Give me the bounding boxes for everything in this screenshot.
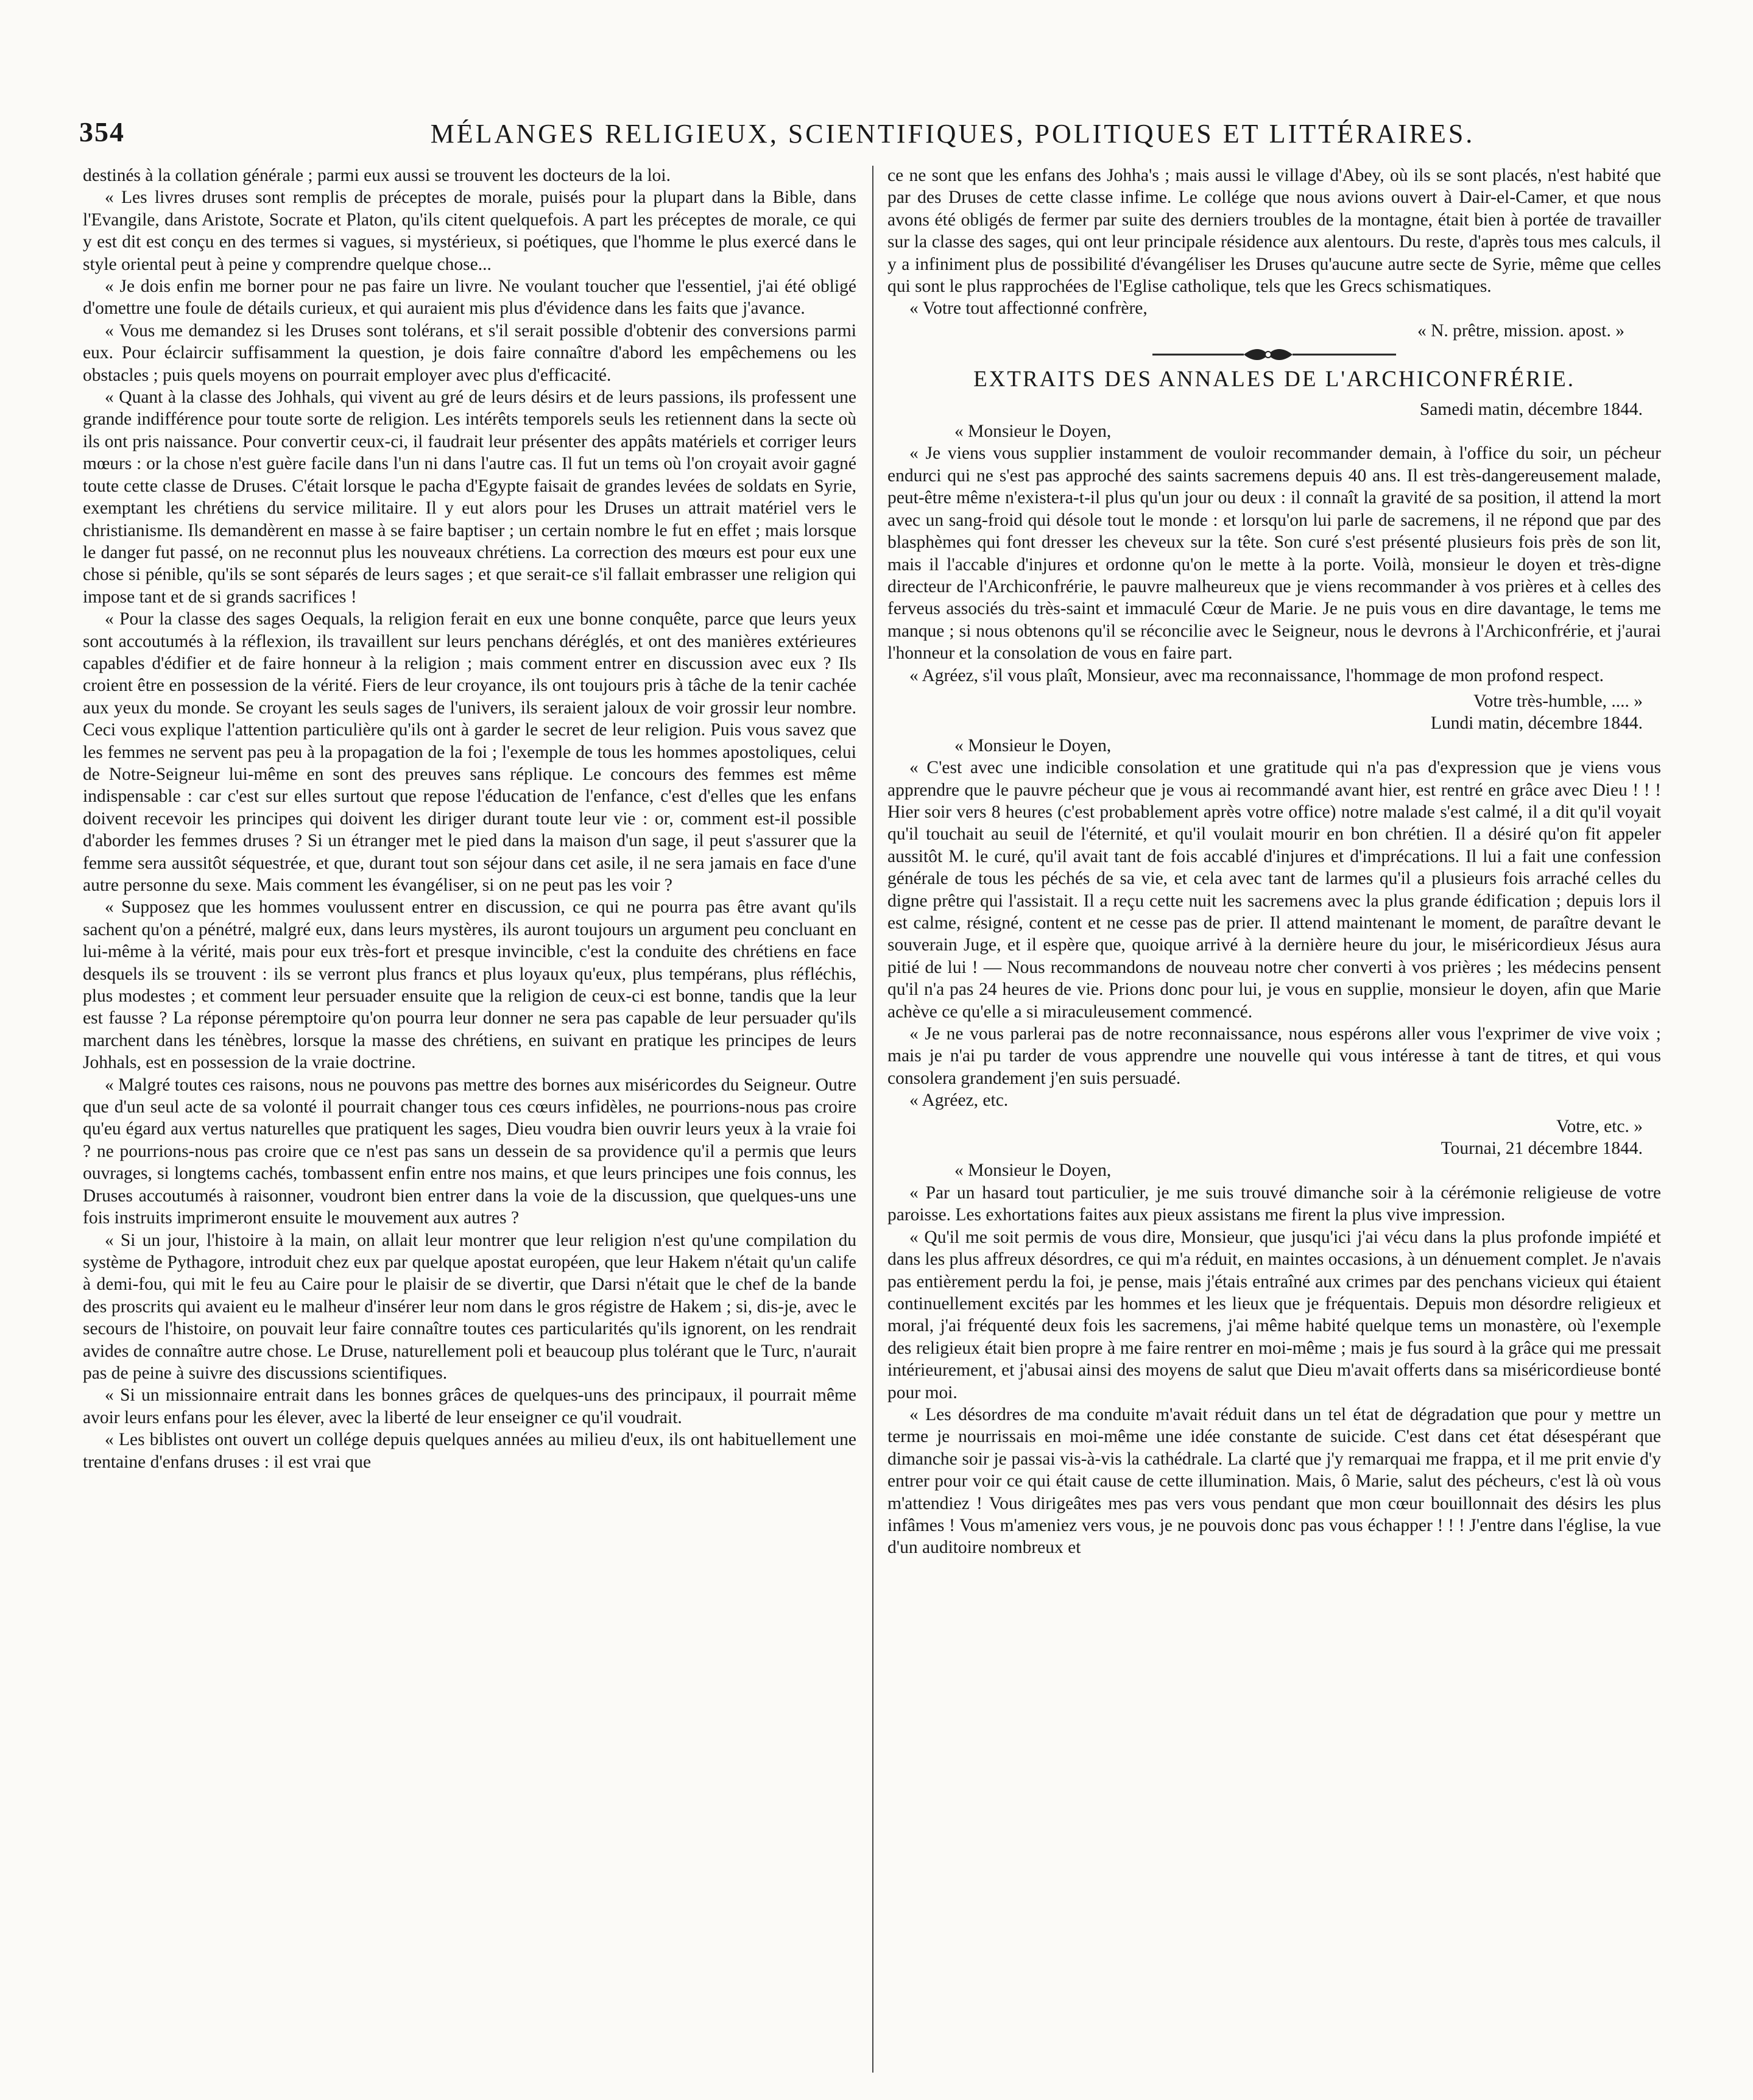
paragraph: « Si un missionnaire entrait dans les bonnes grâces de quelques-uns des principaux, il pourrait même avoir leurs enfans pour les élever, avec la liberté de leur enseigner ce qu'il voudrait. xyxy=(83,1385,856,1427)
paragraph: « Les biblistes ont ouvert un collége depuis quelques années au milieu d'eux, ils ont habituellement une trentaine d'enfans druses : il est vrai que xyxy=(83,1430,856,1472)
paragraph: « Supposez que les hommes voulussent entrer en discussion, ce qui ne pourra pas être avant qu'ils sachent qu'on a pénétré, malgré eux, dans leurs mystères, ils auront toujours un argument peu concluant en lui-même à la vérité, mais pour eux très-fort et presque invincible, c'est la conduite des chrétiens en face desquels ils se trouvent : ils se verront plus francs et plus loyaux qu'eux, plus tempérans, plus réfléchis, plus modestes ; et comment leur persuader ensuite que la religion de ceux-ci est bonne, tandis que la leur est fausse ? La réponse péremptoire qu'on pourra leur donner ne sera pas capable de leur persuader qu'ils marchent dans les ténèbres, lorsque la masse des chrétiens, en suivant en pratique les principes de leurs Johhals, est en possession de la vraie doctrine. xyxy=(83,897,856,1073)
left-column xyxy=(83,164,856,2077)
ornamental-rule-icon xyxy=(887,345,1661,366)
right-column xyxy=(887,164,1661,2077)
letter-salutation: « Monsieur le Doyen, xyxy=(954,735,1112,755)
letter xyxy=(887,1137,1661,1559)
letter xyxy=(887,398,1661,713)
paragraph: « Qu'il me soit permis de vous dire, Monsieur, que jusqu'ici j'ai vécu dans la plus profonde impiété et dans les plus affreux désordres, ce qui m'a réduit, en maintes occasions, à un dénuement complet. Je n'avais pas entièrement perdu la foi, je pense, mais j'étais entraîné aux crimes par des penchans vicieux qui étaient continuellement excités par les hommes et les lieux que je fréquentais. Depuis mon désordre religieux et moral, j'ai fréquenté deux fois les sacremens, j'ai même habité quelque tems un monastère, où l'exemple des religieux était bien propre à me faire rentrer en moi-même ; mais je fus sourd à la grâce qui me pressait intérieurement, et j'abusai ainsi des moyens de salut que Dieu m'avait offerts dans sa miséricordieuse bonté pour moi. xyxy=(887,1227,1661,1402)
letter-signature: Votre très-humble, .... » xyxy=(1473,691,1643,711)
paragraph: « Pour la classe des sages Oequals, la religion ferait en eux une bonne conquête, parce que leurs yeux sont accoutumés à la réflexion, ils travaillent sur leurs penchans déréglés, et ont des manières extérieures capables d'édifier et de faire honneur à la religion ; mais comment entrer en discussion avec eux ? Ils croient être en possession de la vérité. Fiers de leur croyance, ils ont toujours pris à tâche de la tenir cachée aux yeux du monde. Se croyant les seuls sages de l'univers, ils seraient jaloux de voir grossir leur nombre. Ceci vous explique l'attention particulière qu'ils ont à garder le secret de leur religion. Puis vous savez que les femmes ne servent pas peu à la propagation de la foi ; l'exemple de tous les hommes apostoliques, celui de Notre-Seigneur lui-même en sont des preuves sans réplique. Le concours des femmes est même indispensable : car c'est sur elles surtout que repose l'éducation de l'enfance, c'est d'elles que les enfans doivent recevoir les principes qui doivent les diriger durant toute leur vie : or, comment est-il possible d'aborder les femmes druses ? Si un étranger met le pied dans la maison d'un sage, il peut s'assurer que la femme sera aussitôt séquestrée, et que, durant tout son séjour dans cet asile, il ne sera jamais en face d'une autre personne du sexe. Mais comment les évangéliser, si on ne peut pas les voir ? xyxy=(83,609,856,895)
paragraph: « Votre tout affectionné confrère, xyxy=(909,299,1148,319)
letter-date: Tournai, 21 décembre 1844. xyxy=(1441,1139,1643,1159)
paragraph: « Je viens vous supplier instamment de vouloir recommander demain, à l'office du soir, un pécheur endurci qui ne s'est pas approché des saints sacremens depuis 40 ans. Il est très-dangereusement malade, peut-être même n'existera-t-il plus qu'un jour ou deux : il connaît la gravité de sa position, il attend la mort avec un sang-froid qui désole tout le monde : et lorsqu'on lui parle de sacremens, il ne répond que par des blasphèmes qui font dresser les cheveux sur la tête. Son curé s'est présenté plusieurs fois près de son lit, mais il l'accable d'injures et ordonne qu'on le mette à la porte. Voilà, monsieur le doyen et très-digne directeur de l'Archiconfrérie, le pauvre malheureux que je viens recommander à vos prières et à celles des ferveus associés du très-saint et immaculé Cœur de Marie. Je ne puis vous en dire davantage, le tems me manque ; si nous obtenons qu'il se réconcilie avec le Seigneur, nous le devrons à l'Archiconfrérie, et j'aurai l'honneur et la consolation de vous en faire part. xyxy=(887,444,1661,663)
running-title: MÉLANGES RELIGIEUX, SCIENTIFIQUES, POLITIQUES ET LITTÉRAIRES. xyxy=(430,119,1475,149)
column-divider xyxy=(872,166,873,2073)
paragraph: « Les désordres de ma conduite m'avait réduit dans un tel état de dégradation que pour y mettre un terme je nourrissais en moi-même une idée constante de suicide. C'est dans cet état désespérant que dimanche soir je passai vis-à-vis la cathédrale. La clarté que j'y remarquai me frappa, et il me prit envie d'y entrer pour voir ce qui était cause de cette illumination. Mais, ô Marie, salut des pécheurs, c'est là où vous m'attendiez ! Vous dirigeâtes mes pas vers vous pendant que mon cœur bouillonnait des désirs les plus infâmes ! Vous m'ameniez vers vous, je ne pouvois donc pas vous échapper ! ! ! J'entre dans l'église, la vue d'un auditoire nombreux et xyxy=(887,1404,1661,1558)
page-number: 354 xyxy=(79,116,125,147)
paragraph: « Si un jour, l'histoire à la main, on allait leur montrer que leur religion n'est qu'une compilation du système de Pythagore, introduit chez eux par quelque apostat européen, que leur Hakem n'était qu'un calife à demi-fou, qui mit le feu au Caire pour le plaisir de se divertir, que Darsi n'était que le chef de la bande des proscrits qui avaient eu le malheur d'insérer leur nom dans le gros régistre de Hakem ; si, dis-je, avec le secours de l'histoire, on pouvait leur faire connaître toutes ces particularités qu'ils ignorent, on les rendrait avides de connaître autre chose. Le Druse, naturellement poli et beaucoup plus tolérant que le Turc, n'aurait pas de peine à suivre des discussions scientifiques. xyxy=(83,1230,856,1383)
paragraph: « Quant à la classe des Johhals, qui vivent au gré de leurs désirs et de leurs passions, ils professent une grande indifférence pour toute sorte de religion. Les intérêts temporels seuls les retiennent dans la secte où ils ont pris naissance. Pour convertir ceux-ci, il faudrait leur présenter des appâts matériels et corriger leurs mœurs : or la chose n'est guère facile dans l'un ni dans l'autre cas. Il fut un tems où l'on croyait avoir gagné toute cette classe de Druses. C'était lorsque le pacha d'Egypte faisait de grandes levées de soldats en Syrie, exemptant les chrétiens du service militaire. Il y eut alors pour les Druses un attrait matériel vers le christianisme. Ils demandèrent en masse à se faire baptiser ; un certain nombre le fut en effet ; mais lorsque le danger fut passé, on ne reconnut plus les nouveaux chrétiens. La correction des mœurs est pour eux une chose si pénible, qu'ils se sont séparés de leurs sages ; et que serait-ce s'il fallait embrasser une religion qui impose tant et de si grands sacrifices ! xyxy=(83,387,856,607)
paragraph: « Par un hasard tout particulier, je me suis trouvé dimanche soir à la cérémonie religieuse de votre paroisse. Les exhortations faites aux pieux assistans me firent la plus vive impression. xyxy=(887,1183,1661,1225)
letter-date: Samedi matin, décembre 1844. xyxy=(1419,399,1643,419)
paragraph: « Agréez, s'il vous plaît, Monsieur, avec ma reconnaissance, l'hommage de mon profond respect. xyxy=(909,665,1604,685)
letter-date: Lundi matin, décembre 1844. xyxy=(1430,713,1643,734)
letter-salutation: « Monsieur le Doyen, xyxy=(954,1161,1112,1181)
paragraph: « C'est avec une indicible consolation et une gratitude qui n'a pas d'expression que je viens vous apprendre que le pauvre pécheur que je vous ai recommandé avant hier, est rentré en grâce avec Dieu ! ! ! Hier soir vers 8 heures (c'est probablement après votre office) notre malade s'est calmé, il a dit qu'il voyait qu'il touchait au seuil de l'éternité, et qu'il voulait mourir en bon chrétien. Il a désiré qu'on fit appeler aussitôt M. le curé, qu'il avait tant de fois accablé d'injures et d'imprécations. Il lui a fait une confession générale de tous les péchés de sa vie, et cela avec tant de larmes qu'il a plusieurs fois arraché celles du digne prêtre qui l'assistait. Il a reçu cette nuit les sacremens avec la plus grande édification ; depuis lors il est calme, résigné, content et ne cesse pas de prier. Il attend maintenant le moment, de paraître devant le souverain Juge, et il espère que, quoique arrivé à la dernière heure du jour, le miséricordieux Jésus aura pitié de lui ! — Nous recommandons de nouveau notre cher converti à vos prières ; les médecins pensent qu'il n'a pas 24 heures de vie. Prions donc pour lui, je vous en supplie, monsieur le doyen, afin que Marie achève ce qu'elle a si miraculeusement commencé. xyxy=(887,758,1661,1022)
section-heading: EXTRAITS DES ANNALES DE L'ARCHICONFRÉRIE. xyxy=(973,367,1575,392)
paragraph: « Malgré toutes ces raisons, nous ne pouvons pas mettre des bornes aux miséricordes du Seigneur. Outre que d'un seul acte de sa volonté il pourrait changer tous ces cœurs infidèles, ne pourrions-nous pas croire qu'eu égard aux vertus naturelles que pratiquent les sages, Dieu voudra bien ouvrir leurs yeux à la vraie foi ? ne pourrions-nous pas croire que ce n'est pas sans un dessein de sa providence qu'il a permis que leurs ouvrages, si longtems cachés, tombassent enfin entre nos mains, et que leurs principes une fois connus, les Druses accoutumés à raisonner, voudront bien entrer dans la voie de la discussion, que quelques-uns une fois instruits imprimeront ensuite le mouvement aux autres ? xyxy=(83,1075,856,1228)
paragraph: « Je dois enfin me borner pour ne pas faire un livre. Ne voulant toucher que l'essentiel, j'ai été obligé d'omettre une foule de détails curieux, et qui auraient mis plus d'évidence dans les faits que j'avance. xyxy=(83,277,856,319)
paragraph: « Les livres druses sont remplis de préceptes de morale, puisés pour la plupart dans la Bible, dans l'Evangile, dans Aristote, Socrate et Platon, qu'ils citent quelquefois. A part les préceptes de morale, ce qui y est dit est conçu en des termes si vagues, si mystérieux, si poétiques, que l'homme le plus exercé dans le style oriental peut à peine y comprendre quelque chose... xyxy=(83,188,856,274)
letter-signature: Votre, etc. » xyxy=(1556,1116,1643,1136)
paragraph: « Agréez, etc. xyxy=(909,1091,1009,1111)
paragraph: « Vous me demandez si les Druses sont tolérans, et s'il serait possible d'obtenir des conversions parmi eux. Pour éclaircir suffisamment la question, je dois faire connaître d'abord les empêchemens ou les obstacles ; puis quels moyens on pourrait employer avec plus d'efficacité. xyxy=(83,320,856,385)
letter xyxy=(887,712,1661,1137)
page-header xyxy=(79,116,1674,158)
letter-salutation: « Monsieur le Doyen, xyxy=(954,422,1112,442)
paragraph: ce ne sont que les enfans des Johha's ; mais aussi le village d'Abey, où ils se sont placés, n'est habité que par des Druses de cette classe infime. Le collége que nous avions ouvert à Dair-el-Camer, et que nous avons été obligés de fermer par suite des derniers troubles de la montagne, était bien à portée de travailler sur la classe des sages, qui ont leur principale résidence aux alentours. Du reste, d'après tous mes calculs, il y a infiniment plus de possibilité d'évangéliser les Druses qu'aucune autre secte de Syrie, même que celles qui sont le plus rapprochées de l'Eglise catholique, tels que les Grecs schismatiques. xyxy=(887,166,1661,297)
signature: « N. prêtre, mission. apost. » xyxy=(1417,320,1624,341)
paragraph: destinés à la collation générale ; parmi eux aussi se trouvent les docteurs de la loi. xyxy=(83,166,671,185)
paragraph: « Je ne vous parlerai pas de notre reconnaissance, nous espérons aller vous l'exprimer de vive voix ; mais je n'ai pu tarder de vous apprendre une nouvelle qui vous intéresse à tant de titres, et qui vous consolera grandement j'en suis persuadé. xyxy=(887,1024,1661,1088)
